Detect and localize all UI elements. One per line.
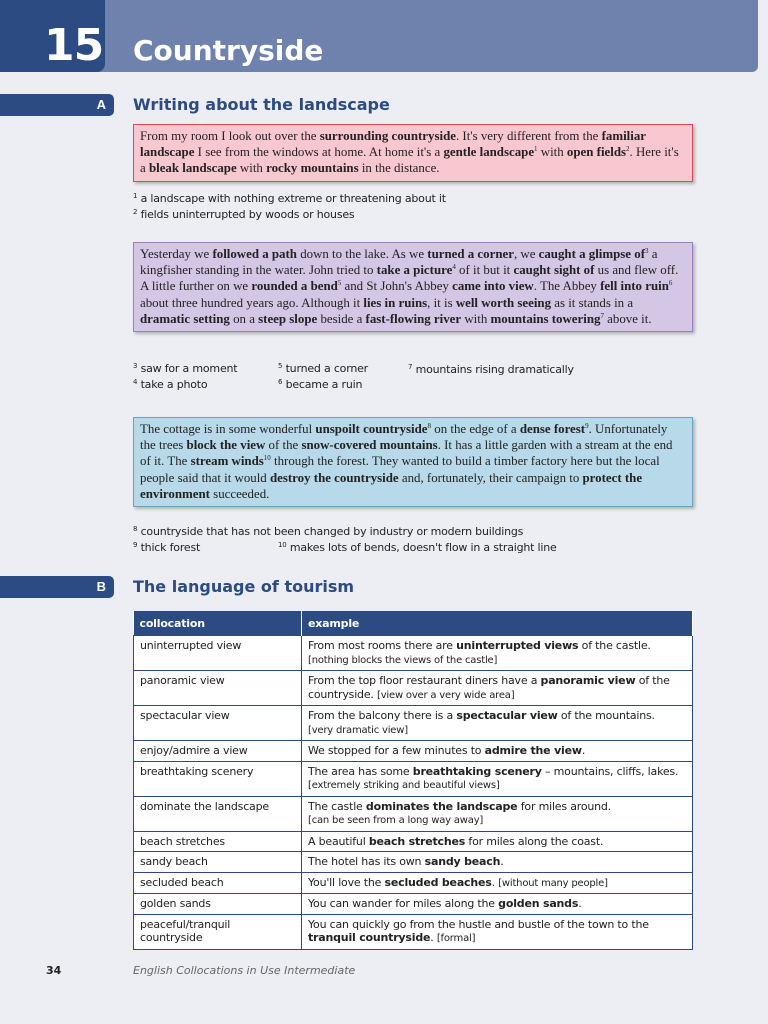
collocation-highlight: lies in ruins [363, 295, 428, 310]
text-run: on a [229, 311, 259, 326]
table-row [134, 706, 693, 741]
collocation-highlight: stream winds [190, 454, 264, 469]
collocation-cell: golden sands [134, 894, 302, 915]
collocation-highlight: caught sight of [513, 263, 595, 278]
collocation-highlight: surrounding countryside [319, 129, 456, 143]
section-a-marker: A [0, 94, 114, 116]
collocation-cell: secluded beach [134, 872, 302, 894]
collocation-highlight: spectacular view [456, 709, 558, 722]
section-b-marker: B [0, 576, 114, 598]
text-run: and, fortunately, their campaign to [398, 470, 583, 485]
section-a-title: Writing about the landscape [133, 95, 390, 114]
text-run: as it stands in a [551, 295, 634, 310]
example-note: [extremely striking and beautiful views] [308, 780, 500, 791]
collocation-cell: breathtaking scenery [134, 761, 302, 796]
collocation-highlight: familiar landscape [140, 129, 646, 160]
text-run: for miles around. [517, 799, 611, 813]
collocation-highlight: secluded beaches [384, 875, 492, 889]
text-run: From my room I look out over the [140, 129, 320, 143]
collocation-highlight: fell into ruin [600, 279, 669, 294]
example-note: [very dramatic view] [308, 724, 408, 736]
section-b-title: The language of tourism [133, 577, 355, 596]
collocation-highlight: take a picture [376, 263, 453, 278]
example-cell [302, 671, 693, 706]
table-row [134, 852, 693, 873]
text-run: You can quickly go from the hustle and bustle of the town to the [308, 917, 649, 931]
collocation-highlight: fast-flowing river [365, 311, 462, 326]
text-run: of it but it [455, 263, 514, 278]
collocation-highlight: dramatic setting [140, 311, 230, 326]
text-run: The castle [308, 799, 366, 813]
collocation-highlight: tranquil countryside [308, 931, 431, 944]
text-run: The cottage is in some wonderful [140, 422, 316, 436]
footnote: $^8$ countryside that has not been changed by industry or modern buildings [133, 525, 524, 538]
collocation-highlight: bleak landscape [148, 161, 237, 176]
text-run: . [430, 931, 434, 944]
text-run: of the castle. [578, 639, 651, 652]
example-cell [302, 761, 693, 796]
collocation-highlight: dense forest [519, 422, 586, 436]
collocation-highlight: protect the environment [140, 470, 643, 501]
collocation-highlight: admire the view [484, 744, 582, 757]
text-run: and St John's Abbey [341, 279, 453, 294]
example-cell [302, 914, 693, 949]
text-box-cottage [133, 417, 693, 507]
collocation-cell: spectacular view [134, 706, 302, 741]
text-run: A beautiful [308, 834, 369, 848]
text-run: You can wander for miles along the [308, 897, 499, 910]
text-run: of the [265, 438, 302, 453]
collocation-highlight: gentle landscape [443, 145, 535, 160]
footnote: $^1$ a landscape with nothing extreme or threatening about it [133, 192, 446, 205]
footnote-ref: 8 [427, 422, 432, 430]
unit-number: 15 [44, 20, 104, 71]
table-row [134, 796, 693, 831]
text-run: about three hundred years ago. Although it [140, 295, 364, 310]
example-cell [302, 831, 693, 852]
example-cell [302, 872, 693, 894]
column-header-collocation: collocation [134, 611, 302, 636]
footnote: $^6$ became a ruin [278, 378, 363, 391]
collocation-highlight: turned a corner [427, 247, 514, 261]
table-body [134, 636, 693, 950]
footnote-ref: 1 [534, 145, 538, 154]
table-row [134, 872, 693, 894]
footnote-ref: 3 [645, 247, 649, 255]
collocation-highlight: open fields [566, 145, 627, 160]
text-run: . It has a little garden with a stream at the end of it. The [140, 438, 673, 469]
collocation-cell: dominate the landscape [134, 796, 302, 831]
text-run: us and flew off. A little further on we [140, 263, 679, 294]
footnote-ref: 7 [600, 311, 604, 320]
collocation-highlight: caught a glimpse of [538, 247, 645, 261]
table-row [134, 914, 693, 949]
collocation-highlight: steep slope [258, 311, 318, 326]
text-run: The area has some [308, 764, 413, 778]
collocation-highlight: well worth seeing [455, 295, 552, 310]
column-header-example: example [302, 611, 693, 636]
example-cell [302, 852, 693, 873]
text-run: From the balcony there is a [308, 709, 457, 722]
table-header-row [134, 611, 693, 636]
text-run: You'll love the [308, 875, 385, 889]
text-run: of the mountains. [557, 709, 655, 722]
example-note: [view over a very wide area] [377, 689, 515, 701]
page-number: 34 [46, 964, 62, 977]
text-run: . Unfortunately the trees [140, 422, 668, 453]
text-run: above it. [603, 311, 652, 326]
collocation-highlight: followed a path [212, 247, 297, 261]
collocation-highlight: unspoilt countryside [315, 422, 428, 436]
footnote-ref: 2 [626, 145, 630, 154]
table-row [134, 741, 693, 762]
collocation-highlight: uninterrupted views [456, 639, 579, 652]
example-cell [302, 636, 693, 671]
book-title: English Collocations in Use Intermediate [133, 964, 356, 977]
collocation-highlight: came into view [452, 279, 534, 294]
collocation-highlight: golden sands [498, 897, 579, 910]
text-run: . [578, 897, 582, 910]
text-run: I see from the windows at home. At home it's a [194, 145, 444, 160]
text-run: . Here it's a [140, 145, 679, 176]
collocation-highlight: rounded a bend [251, 279, 338, 294]
footnote: $^3$ saw for a moment [133, 362, 238, 375]
text-run: The hotel has its own [308, 855, 425, 868]
footnote-ref: 5 [337, 279, 342, 288]
text-run: through the forest. They wanted to build a timber factory here but the local people said that it would [140, 454, 660, 485]
text-run: down to the lake. As we [296, 247, 428, 261]
example-note: [without many people] [498, 877, 608, 889]
text-run: From most rooms there are [308, 639, 457, 652]
example-cell [302, 894, 693, 915]
footnote-ref: 10 [263, 454, 271, 463]
text-run: . The Abbey [533, 279, 601, 294]
text-run: of the countryside. [308, 674, 670, 701]
collocation-highlight: breathtaking scenery [412, 764, 542, 778]
text-box-walk [133, 242, 693, 332]
table-row [134, 831, 693, 852]
collocation-highlight: rocky mountains [266, 161, 359, 176]
footnote: $^9$ thick forest [133, 541, 201, 554]
text-run: . [581, 744, 586, 757]
example-cell [302, 706, 693, 741]
text-run: with [461, 311, 491, 326]
table-row [134, 761, 693, 796]
example-note: [nothing blocks the views of the castle] [308, 654, 498, 666]
collocation-highlight: dominates the landscape [365, 799, 518, 813]
collocation-cell: peaceful/tranquil countryside [134, 914, 302, 949]
collocation-highlight: destroy the countryside [269, 470, 399, 485]
table-row [134, 894, 693, 915]
collocation-cell: panoramic view [134, 671, 302, 706]
example-cell [302, 741, 693, 762]
collocation-table [133, 611, 693, 950]
collocation-cell: sandy beach [134, 852, 302, 873]
collocation-highlight: mountains towering [490, 311, 601, 326]
text-run: beside a [317, 311, 366, 326]
table-row [134, 636, 693, 671]
table-row [134, 671, 693, 706]
example-note: [formal] [436, 933, 476, 944]
footnote-ref: 4 [452, 263, 456, 272]
unit-title: Countryside [133, 34, 324, 67]
footnote: $^5$ turned a corner [278, 362, 369, 375]
collocation-highlight: snow-covered mountains [301, 438, 438, 453]
collocation-highlight: beach stretches [368, 834, 466, 848]
text-run: with [537, 145, 567, 160]
text-run: Yesterday we [140, 247, 213, 261]
text-run: – mountains, cliffs, lakes. [541, 764, 679, 778]
text-run: succeeded. [209, 486, 270, 501]
text-run: . [500, 855, 504, 868]
text-run: on the edge of a [431, 422, 520, 436]
footnote: $^4$ take a photo [133, 378, 208, 391]
footnote: $^7$ mountains rising dramatically [408, 363, 574, 376]
text-run: a kingfisher standing in the water. John tried to [140, 247, 658, 278]
text-run: . [491, 875, 495, 889]
footnote-ref: 9 [585, 422, 589, 430]
collocation-highlight: sandy beach [424, 855, 501, 868]
collocation-cell: enjoy/admire a view [134, 741, 302, 762]
text-run: with [236, 161, 267, 176]
text-run: for miles along the coast. [465, 834, 604, 848]
footnote-ref: 6 [668, 279, 673, 288]
collocation-cell: uninterrupted view [134, 636, 302, 671]
footnote: $^2$ fields uninterrupted by woods or houses [133, 208, 355, 221]
text-run: , we [513, 247, 539, 261]
example-cell [302, 796, 693, 831]
example-note: [can be seen from a long way away] [308, 815, 484, 826]
text-run: From the top floor restaurant diners have a [308, 674, 541, 687]
text-run: in the distance. [358, 161, 440, 176]
collocation-highlight: panoramic view [540, 674, 636, 687]
text-box-landscape [133, 124, 693, 182]
footnote: $^{10}$ makes lots of bends, doesn't flow in a straight line [278, 541, 557, 554]
text-run: , it is [427, 295, 456, 310]
text-run: We stopped for a few minutes to [308, 744, 485, 757]
text-run: . It's very different from the [455, 129, 602, 143]
unit-header-band [0, 0, 758, 72]
collocation-cell: beach stretches [134, 831, 302, 852]
collocation-highlight: block the view [186, 438, 266, 453]
